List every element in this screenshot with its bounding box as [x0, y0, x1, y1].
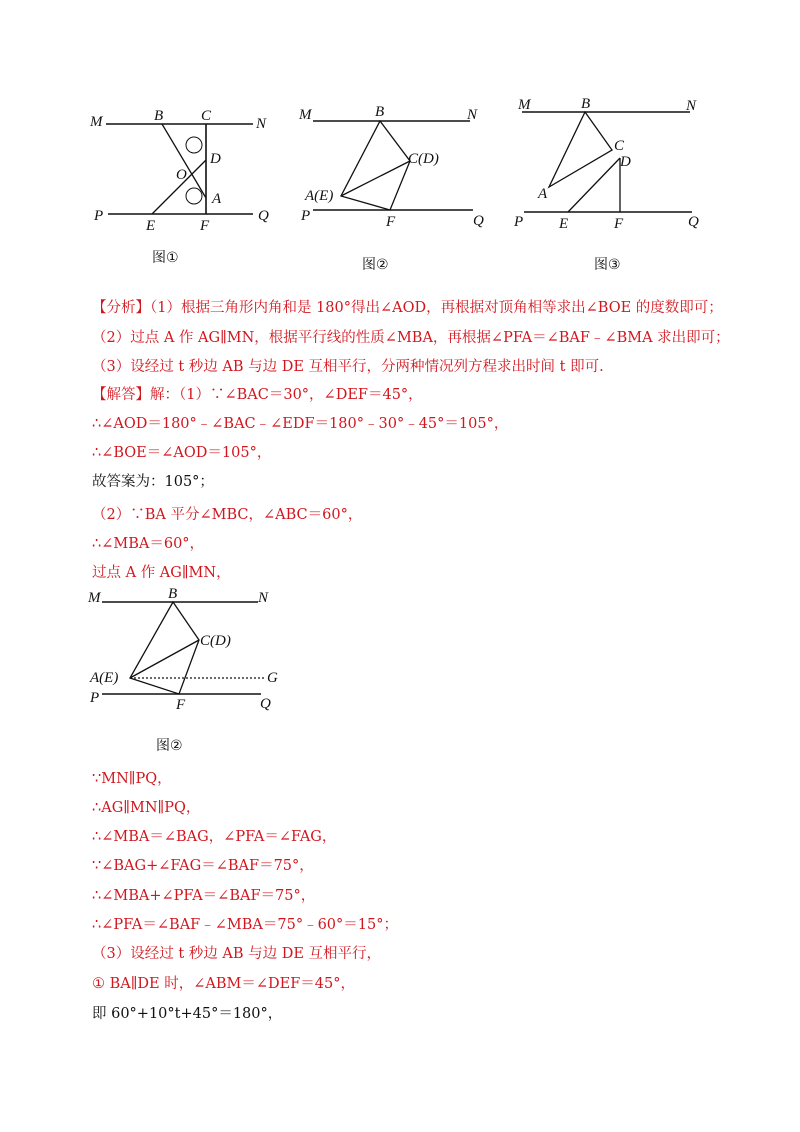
- solution-line-14: （3）设经过 t 秒边 AB 与边 DE 互相平行，: [92, 946, 382, 962]
- label-A: A: [212, 191, 222, 207]
- label-AE: A(E): [90, 670, 119, 686]
- solution-line-5: （2）∵BA 平分∠MBC，∠ABC＝60°，: [92, 507, 363, 523]
- figure-4-caption: 图②: [156, 738, 183, 754]
- label-B: B: [581, 96, 591, 112]
- solution-line-16: 即 60°+10°t+45°＝180°，: [92, 1006, 283, 1022]
- analysis-line-1: 【分析】（1）根据三角形内角和是 180°得出∠AOD，再根据对顶角相等求出∠BOE 的度数即可；: [92, 300, 723, 316]
- solution-line-1: 【解答】解：（1）∵∠BAC＝30°，∠DEF＝45°，: [92, 387, 423, 403]
- label-M: M: [299, 107, 312, 123]
- figure-2-caption: 图②: [362, 257, 389, 273]
- label-B: B: [375, 104, 385, 120]
- label-Q: Q: [260, 696, 271, 712]
- label-D: D: [620, 154, 631, 170]
- label-B: B: [168, 586, 178, 602]
- solution-line-11: ∵∠BAG+∠FAG＝∠BAF＝75°，: [92, 858, 314, 874]
- solution-line-7: 过点 A 作 AG∥MN，: [92, 565, 231, 581]
- label-O: O: [176, 167, 187, 183]
- label-P: P: [90, 690, 100, 706]
- label-P: P: [301, 208, 311, 224]
- solution-line-10: ∴∠MBA＝∠BAG，∠PFA＝∠FAG，: [92, 829, 337, 845]
- label-A: A: [538, 186, 548, 202]
- label-M: M: [88, 590, 101, 606]
- label-CD: C(D): [408, 151, 439, 167]
- figure-3: [512, 92, 712, 232]
- figure-1: [88, 100, 288, 235]
- label-F: F: [176, 697, 186, 712]
- label-CD: C(D): [200, 633, 231, 649]
- label-B: B: [154, 108, 164, 124]
- label-M: M: [90, 114, 103, 130]
- figure-1-caption: 图①: [152, 250, 179, 266]
- label-P: P: [514, 214, 524, 230]
- label-Q: Q: [258, 208, 269, 224]
- label-F: F: [200, 218, 210, 234]
- solution-line-13: ∴∠PFA＝∠BAF﹣∠MBA＝75°﹣60°＝15°；: [92, 917, 398, 933]
- label-C: C: [614, 138, 625, 154]
- label-N: N: [467, 107, 478, 123]
- analysis-line-3: （3）设经过 t 秒边 AB 与边 DE 互相平行，分两种情况列方程求出时间 t 即可.: [92, 359, 604, 375]
- solution-line-4: 故答案为：105°；: [92, 474, 214, 490]
- label-G: G: [267, 670, 278, 686]
- analysis-line-2: （2）过点 A 作 AG∥MN，根据平行线的性质∠MBA，再根据∠PFA＝∠BAF﹣∠BMA 求出即可；: [92, 330, 730, 346]
- solution-line-8: ∵MN∥PQ，: [92, 771, 172, 787]
- label-N: N: [256, 116, 267, 132]
- label-P: P: [94, 208, 104, 224]
- solution-line-12: ∴∠MBA+∠PFA＝∠BAF＝75°，: [92, 888, 316, 904]
- figure-4: [86, 582, 291, 712]
- solution-line-15: ① BA∥DE 时，∠ABM＝∠DEF＝45°，: [92, 976, 355, 992]
- label-E: E: [146, 218, 156, 234]
- label-Q: Q: [688, 214, 699, 230]
- label-E: E: [559, 216, 569, 232]
- solution-line-9: ∴AG∥MN∥PQ，: [92, 800, 201, 816]
- label-D: D: [210, 151, 221, 167]
- label-M: M: [518, 97, 531, 113]
- label-F: F: [386, 214, 396, 230]
- solution-line-2: ∴∠AOD＝180°﹣∠BAC﹣∠EDF＝180°﹣30°﹣45°＝105°，: [92, 416, 509, 432]
- label-F: F: [614, 216, 624, 232]
- label-N: N: [258, 590, 269, 606]
- label-Q: Q: [473, 213, 484, 229]
- label-N: N: [686, 98, 697, 114]
- label-C: C: [201, 108, 212, 124]
- figure-3-caption: 图③: [594, 257, 621, 273]
- solution-line-3: ∴∠BOE＝∠AOD＝105°，: [92, 445, 272, 461]
- solution-line-6: ∴∠MBA＝60°，: [92, 536, 205, 552]
- label-AE: A(E): [305, 188, 334, 204]
- figure-2: [295, 98, 495, 233]
